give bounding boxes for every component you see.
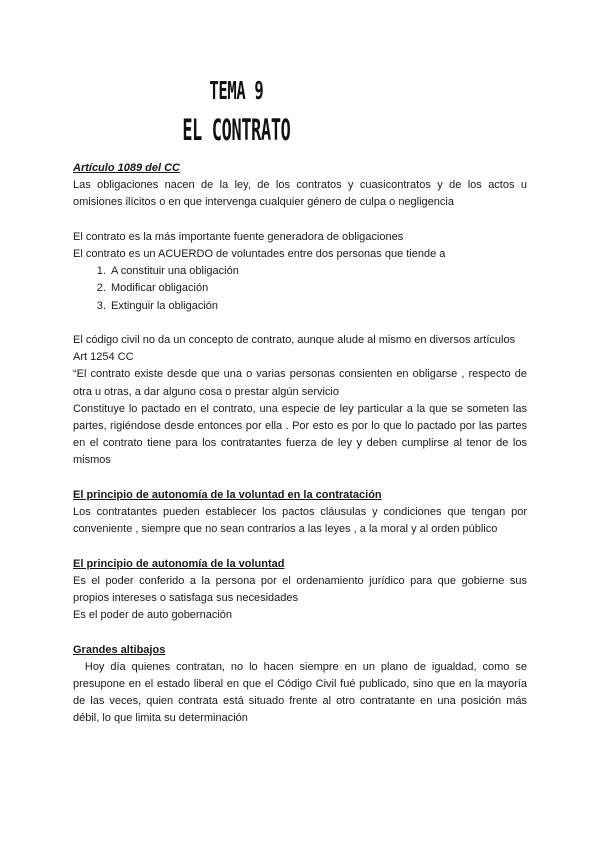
document-title-line2: EL CONTRATO xyxy=(182,113,291,147)
law-between-parties-paragraph: Constituye lo pactado en el contrato, una especie de ley particular a la que se someten las partes, rigiéndose desde entonces por ella . Por esto es por lo que lo pactado por las partes en el contrato tiene para los contratantes fuerza de ley y deben cumplirse al tenor de los mismos xyxy=(73,402,527,467)
article-1089-heading: Artículo 1089 del CC xyxy=(73,162,180,174)
spacer xyxy=(73,624,527,641)
spacer xyxy=(73,212,527,229)
autonomy-principle-text: Es el poder conferido a la persona por el ordenamiento jurídico para que gobierne sus propios intereses o satisfaga sus necesidades xyxy=(73,574,527,605)
document-body xyxy=(73,160,531,728)
article-1254-label: Art 1254 CC xyxy=(73,351,134,364)
list-item: 3. Extinguir la obligación xyxy=(109,298,527,315)
grandes-altibajos-heading: Grandes altibajos xyxy=(73,643,166,656)
spacer xyxy=(73,538,527,555)
autonomy-in-contracting-heading: El principio de autonomía de la voluntad en la contratación xyxy=(73,488,382,501)
autonomy-principle-heading: El principio de autonomía de la voluntad xyxy=(73,557,285,570)
document-title-line1: TEMA 9 xyxy=(209,76,264,105)
list-item: 1. A constituir una obligación xyxy=(109,263,527,280)
contract-definition-line1: El contrato es la más importante fuente generadora de obligaciones xyxy=(73,230,404,243)
autonomy-in-contracting-text: Los contratantes pueden establecer los pactos cláusulas y condiciones que tengan por conveniente , siempre que no sean contrarios a las leyes , a la moral y al orden público xyxy=(73,506,527,536)
contract-definition-line2: El contrato es un ACUERDO de voluntades entre dos personas que tiende a xyxy=(73,248,446,260)
spacer xyxy=(73,470,527,487)
self-governance-line: Es el poder de auto gobernación xyxy=(73,609,233,622)
article-1089-text: Las obligaciones nacen de la ley, de los contratos y cuasicontratos y de los actos u omisiones ilícitos o en que intervenga cualquier género de culpa o negligencia xyxy=(73,179,527,209)
list-item: 2. Modificar obligación xyxy=(109,280,527,297)
spacer xyxy=(73,315,527,332)
article-1254-quote: “El contrato existe desde que una o varias personas consienten en obligarse , respecto de otra u otras, a dar alguno cosa o prestar algún servicio xyxy=(73,368,527,398)
civil-code-paragraph: El código civil no da un concepto de contrato, aunque alude al mismo en diversos artículos xyxy=(73,334,516,346)
grandes-altibajos-text: Hoy día quienes contratan, no lo hacen siempre en un plano de igualdad, como se presupone en el estado liberal en que el Código Civil fué publicado, sino que en la mayoría de las veces, quien contrata está situado frente al otro contratante en una posición más débil, lo que limita su determinación xyxy=(73,660,531,725)
contract-purpose-list xyxy=(73,263,527,315)
